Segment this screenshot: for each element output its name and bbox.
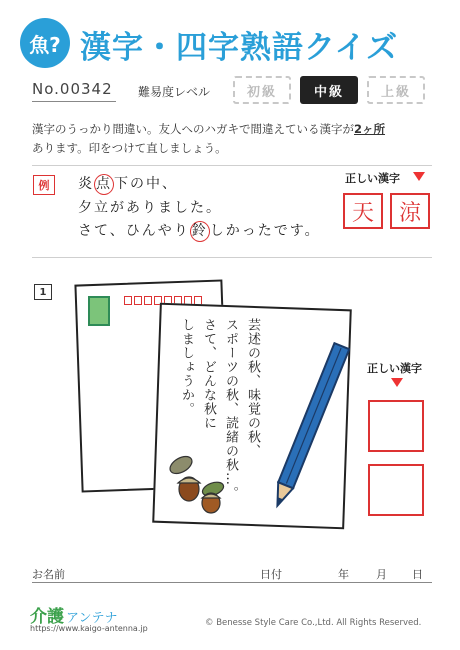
instructions [32,120,437,158]
quiz-number-underline [32,101,116,102]
name-label: お名前 [32,568,65,581]
instructions-highlight: 2ヶ所 [354,122,386,136]
example-circled-char: 点 [94,174,114,195]
day-label: 日 [412,568,423,581]
poem-line: さて、どんな秋に [201,318,216,430]
date-label: 日付 [260,568,282,581]
answer-box-2[interactable] [368,464,424,516]
postcode-box [134,296,142,305]
example-text: 炎 [78,176,94,192]
example-line-3 [78,220,321,242]
quiz-number: No.00342 [32,80,113,98]
example-top-divider [32,165,432,166]
pencil-icon [270,330,350,520]
poem-line: 芸述の秋、味覚の秋、 [245,318,260,458]
difficulty-label: 難易度レベル [138,85,211,99]
acorns-leaves-icon [165,445,235,515]
instructions-line2: あります。印をつけて直しましょう。 [32,141,227,155]
postcode-box [124,296,132,305]
logo-fish-question-icon: 魚? [20,18,70,68]
poem-line: スポーツの秋、読緒の秋…。 [223,318,238,500]
question-number-badge: 1 [34,284,52,300]
brand-url: https://www.kaigo-antenna.jp [30,624,148,633]
example-answer-box: 涼 [390,193,430,229]
poem-line: しましょうか。 [179,318,194,416]
name-date-line [32,582,432,583]
brand-name-kana: アンテナ [66,611,118,626]
year-label: 年 [338,568,349,581]
instructions-line1: 漢字のうっかり間違い。友人へのハガキで間違えている漢字が [32,122,354,136]
example-text: 下の中、 [114,176,178,192]
level-intermediate-active: 中級 [300,76,358,104]
down-triangle-icon [391,378,403,387]
example-line-1 [78,173,178,195]
month-label: 月 [376,568,387,581]
copyright: © Benesse Style Care Co.,Ltd. All Rights Reserved. [205,618,422,628]
level-beginner: 初級 [233,76,291,104]
stamp-icon [88,296,110,326]
brand-name: 介護 [30,607,64,627]
example-answer-box: 天 [343,193,383,229]
example-text: しかったです。 [209,223,321,239]
example-bottom-divider [32,257,432,258]
answer-box-1[interactable] [368,400,424,452]
example-line-2: 夕立がありました。 [78,200,222,216]
page-title: 漢字・四字熟語クイズ [80,30,399,66]
level-advanced: 上級 [367,76,425,104]
question-answer-label: 正しい漢字 [367,362,422,375]
postcode-box [144,296,152,305]
example-circled-char: 鈴 [190,221,210,242]
example-answer-label: 正しい漢字 [345,172,400,185]
down-triangle-icon [413,172,425,181]
example-badge: 例 [33,175,55,195]
example-text: さて、ひんやり [78,223,190,239]
